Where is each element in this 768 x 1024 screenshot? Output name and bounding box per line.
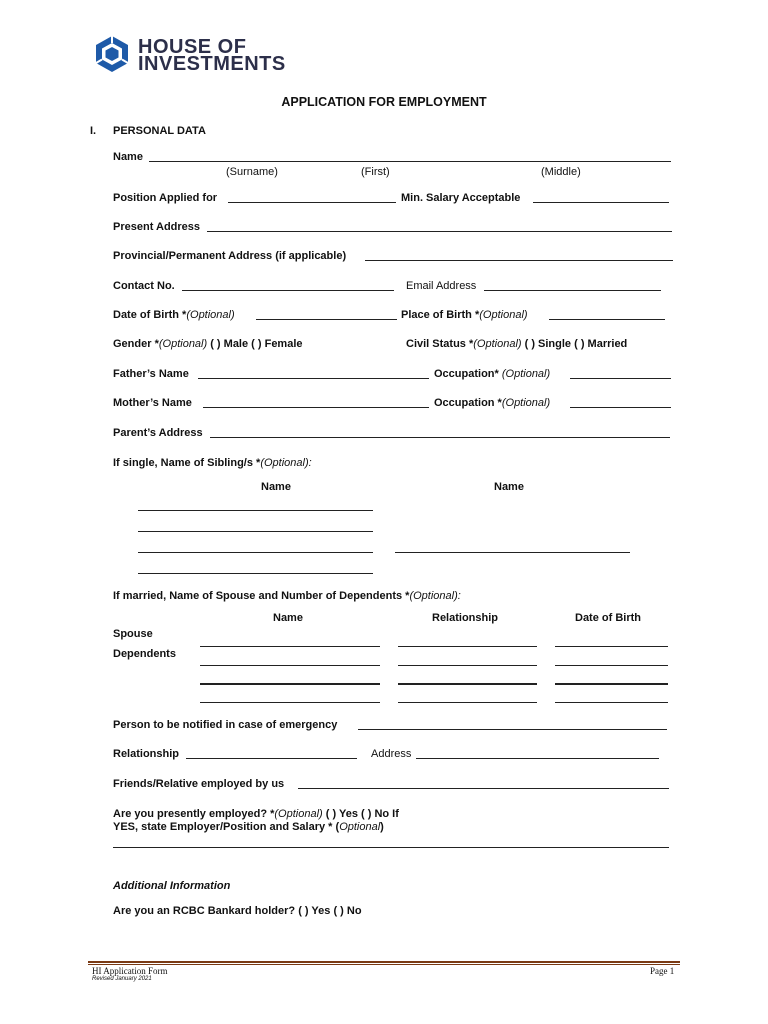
- dob-field[interactable]: [256, 319, 397, 320]
- brand-line2: INVESTMENTS: [138, 53, 286, 75]
- occupation1-optional: (Optional): [501, 368, 551, 380]
- spouse-optional: (Optional):: [409, 590, 461, 602]
- contact-label: Contact No.: [113, 280, 175, 292]
- position-label: Position Applied for: [113, 192, 218, 204]
- rcbc-question[interactable]: Are you an RCBC Bankard holder? ( ) Yes ( ) No: [113, 905, 362, 917]
- dependent-relationship-field[interactable]: [398, 683, 537, 685]
- employer-label: YES, state Employer/Position and Salary * (: [113, 821, 340, 833]
- siblings-label: If single, Name of Sibling/s *: [113, 457, 261, 469]
- occupation2-field[interactable]: [570, 407, 671, 408]
- middle-label: (Middle): [541, 166, 581, 178]
- dependent-dob-field[interactable]: [555, 665, 668, 666]
- min-salary-label: Min. Salary Acceptable: [401, 192, 521, 204]
- parents-address-field[interactable]: [210, 437, 670, 438]
- footer-rule-thin: [88, 964, 680, 965]
- father-label: Father’s Name: [113, 368, 189, 380]
- sibling-field-4[interactable]: [395, 552, 630, 553]
- siblings-col2-header: Name: [494, 481, 524, 493]
- dependent-relationship-field[interactable]: [398, 702, 537, 703]
- first-label: (First): [361, 166, 390, 178]
- dependents-label: Dependents: [113, 648, 176, 660]
- employer-label-close: ): [380, 821, 384, 833]
- occupation1-field[interactable]: [570, 378, 671, 379]
- gender-options[interactable]: ( ) Male ( ) Female: [207, 338, 303, 350]
- dependent-name-field[interactable]: [200, 683, 380, 685]
- address-label: Address: [371, 748, 412, 760]
- name-label: Name: [113, 151, 143, 163]
- section-number: I.: [90, 125, 97, 137]
- footer-rule: [88, 961, 680, 963]
- occupation2-label: Occupation *: [434, 397, 502, 409]
- spouse-dob-field[interactable]: [555, 646, 668, 647]
- father-field[interactable]: [198, 378, 429, 379]
- relationship-field[interactable]: [186, 758, 357, 759]
- section-title: PERSONAL DATA: [113, 125, 206, 137]
- footer-form-name: HI Application Form: [92, 966, 168, 976]
- siblings-optional: (Optional):: [260, 457, 312, 469]
- present-address-field[interactable]: [207, 231, 672, 232]
- civil-label: Civil Status *: [406, 338, 474, 350]
- dependent-name-field[interactable]: [200, 665, 380, 666]
- spouse-label: Spouse: [113, 628, 153, 640]
- civil-options[interactable]: ( ) Single ( ) Married: [521, 338, 628, 350]
- friends-label: Friends/Relative employed by us: [113, 778, 285, 790]
- civil-optional: (Optional): [473, 338, 522, 350]
- sibling-field-3[interactable]: [138, 552, 373, 553]
- provincial-address-label: Provincial/Permanent Address (if applicable): [113, 250, 347, 262]
- dependent-relationship-field[interactable]: [398, 665, 537, 666]
- footer-page-number: Page 1: [650, 966, 675, 976]
- occupation1-label: Occupation*: [434, 368, 499, 380]
- employer-optional: Optional: [339, 821, 381, 833]
- employed-optional: (Optional): [274, 808, 323, 820]
- dob-label: Date of Birth *: [113, 309, 187, 321]
- email-field[interactable]: [484, 290, 661, 291]
- parents-address-label: Parent’s Address: [113, 427, 203, 439]
- employed-question: Are you presently employed? *: [113, 808, 275, 820]
- gender-optional: (Optional): [158, 338, 208, 350]
- page-title: APPLICATION FOR EMPLOYMENT: [281, 95, 487, 109]
- dependent-name-field[interactable]: [200, 702, 380, 703]
- min-salary-field[interactable]: [533, 202, 669, 203]
- spouse-col-dob: Date of Birth: [575, 612, 641, 624]
- position-field[interactable]: [228, 202, 396, 203]
- additional-info-heading: Additional Information: [113, 880, 231, 892]
- emergency-field[interactable]: [358, 729, 667, 730]
- contact-field[interactable]: [182, 290, 394, 291]
- dependent-dob-field[interactable]: [555, 702, 668, 703]
- name-field[interactable]: [149, 161, 671, 162]
- spouse-col-name: Name: [273, 612, 303, 624]
- mother-label: Mother’s Name: [113, 397, 192, 409]
- footer-revised: Revised January 2021: [92, 976, 152, 982]
- company-logo: [94, 35, 130, 73]
- address-field[interactable]: [416, 758, 659, 759]
- surname-label: (Surname): [226, 166, 278, 178]
- sibling-field-5[interactable]: [138, 573, 373, 574]
- employer-field[interactable]: [113, 847, 669, 848]
- relationship-label: Relationship: [113, 748, 180, 760]
- dob-optional: (Optional): [186, 309, 235, 321]
- siblings-col1-header: Name: [261, 481, 291, 493]
- pob-label: Place of Birth *: [401, 309, 480, 321]
- spouse-name-field[interactable]: [200, 646, 380, 647]
- spouse-question: If married, Name of Spouse and Number of Dependents *: [113, 590, 410, 602]
- pob-optional: (Optional): [479, 309, 528, 321]
- emergency-label: Person to be notified in case of emergency: [113, 719, 338, 731]
- sibling-field-2[interactable]: [138, 531, 373, 532]
- friends-field[interactable]: [298, 788, 669, 789]
- email-label: Email Address: [406, 280, 477, 292]
- occupation2-optional: (Optional): [501, 397, 551, 409]
- sibling-field-1[interactable]: [138, 510, 373, 511]
- mother-field[interactable]: [203, 407, 429, 408]
- hexagon-logo-icon: [94, 35, 130, 73]
- dependent-dob-field[interactable]: [555, 683, 668, 685]
- present-address-label: Present Address: [113, 221, 201, 233]
- pob-field[interactable]: [549, 319, 665, 320]
- employed-options[interactable]: ( ) Yes ( ) No If: [322, 808, 399, 820]
- spouse-col-relationship: Relationship: [432, 612, 499, 624]
- spouse-relationship-field[interactable]: [398, 646, 537, 647]
- gender-label: Gender *: [113, 338, 159, 350]
- provincial-address-field[interactable]: [365, 260, 673, 261]
- brand-line1: HOUSE OF: [138, 36, 247, 58]
